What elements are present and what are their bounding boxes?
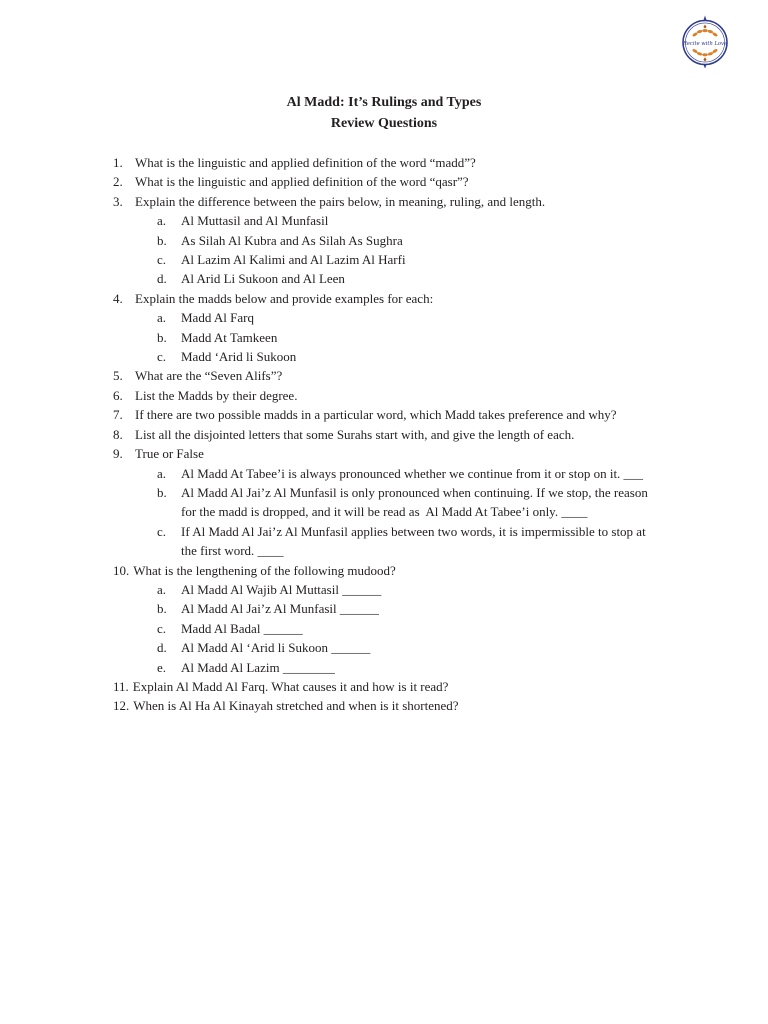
item-text: Madd Al Farq xyxy=(181,310,254,326)
question-9 xyxy=(113,444,648,463)
question-10-item-b xyxy=(113,599,648,618)
logo-lettering: Recite with Love xyxy=(682,41,728,48)
item-text: Al Arid Li Sukoon and Al Leen xyxy=(181,271,345,287)
item-text: Al Madd Al Lazim ________ xyxy=(181,659,335,675)
question-9-item-a xyxy=(113,464,648,483)
item-text: Madd At Tamkeen xyxy=(181,329,278,345)
item-letter: d. xyxy=(157,640,167,656)
question-text: List the Madds by their degree. xyxy=(135,387,298,403)
item-text: Al Lazim Al Kalimi and Al Lazim Al Harfi xyxy=(181,252,406,268)
question-10 xyxy=(113,561,648,580)
question-4-item-a xyxy=(113,308,648,327)
question-text: What is the linguistic and applied definition of the word “qasr”? xyxy=(135,174,469,190)
item-text: As Silah Al Kubra and As Silah As Sughra xyxy=(181,232,403,248)
question-3-item-d xyxy=(113,269,648,288)
question-text: True or False xyxy=(135,446,204,462)
item-text: Al Madd Al ‘Arid li Sukoon ______ xyxy=(181,640,371,656)
top-diamond xyxy=(703,25,706,29)
question-9-item-c xyxy=(113,522,648,561)
logo-bottom-ornament xyxy=(692,48,718,56)
question-8 xyxy=(113,425,648,444)
question-number: 1. xyxy=(113,155,123,170)
top-petal xyxy=(702,29,708,32)
question-3 xyxy=(113,192,648,211)
document-title: Al Madd: It’s Rulings and Types xyxy=(286,95,482,110)
question-11 xyxy=(113,677,648,696)
title-block xyxy=(0,92,768,134)
question-number: 12. xyxy=(113,698,130,714)
item-text-line: Al Madd Al Jai’z Al Munfasil is only pronounced when continuing. If we stop, the reason xyxy=(181,484,648,500)
question-text: If there are two possible madds in a particular word, which Madd takes preference and why? xyxy=(135,407,617,423)
item-letter: c. xyxy=(157,349,167,365)
question-number: 3. xyxy=(113,193,123,209)
document-subtitle: Review Questions xyxy=(330,116,438,131)
question-text: What is the lengthening of the following mudood? xyxy=(133,562,396,578)
item-letter: e. xyxy=(157,659,167,675)
question-number: 6. xyxy=(113,387,123,403)
question-number: 7. xyxy=(113,407,123,423)
question-text: What is the linguistic and applied definition of the word “madd”? xyxy=(135,155,476,170)
question-number: 11. xyxy=(113,678,129,694)
question-number: 8. xyxy=(113,426,123,442)
item-text-block xyxy=(181,522,646,561)
question-list xyxy=(113,153,648,716)
question-9-item-b xyxy=(113,483,648,522)
question-3-item-c xyxy=(113,250,648,269)
logo-top-ornament-detail xyxy=(703,25,706,29)
bottom-petal xyxy=(702,53,708,56)
question-text: Explain the madds below and provide examples for each: xyxy=(135,290,434,306)
item-text: Al Madd Al Jai’z Al Munfasil ______ xyxy=(181,601,379,617)
question-6 xyxy=(113,386,648,405)
question-1 xyxy=(113,153,648,172)
bottom-diamond xyxy=(703,57,706,61)
question-number: 4. xyxy=(113,290,123,306)
item-letter: a. xyxy=(157,310,167,326)
item-text: Al Muttasil and Al Munfasil xyxy=(181,213,329,229)
question-text: List all the disjointed letters that some Surahs start with, and give the length of each. xyxy=(135,426,575,442)
item-letter: c. xyxy=(157,523,167,539)
item-text-line: the first word. ____ xyxy=(181,543,284,559)
question-4-item-b xyxy=(113,328,648,347)
item-letter: b. xyxy=(157,232,167,248)
question-text: Explain the difference between the pairs below, in meaning, ruling, and length. xyxy=(135,193,546,209)
question-number: 10. xyxy=(113,562,130,578)
item-text: Madd Al Badal ______ xyxy=(181,620,303,636)
question-3-item-a xyxy=(113,211,648,230)
item-text-line: If Al Madd Al Jai’z Al Munfasil applies between two words, it is impermissible to stop at xyxy=(181,523,646,539)
question-number: 9. xyxy=(113,446,123,462)
item-letter: a. xyxy=(157,465,167,481)
item-letter: d. xyxy=(157,271,167,287)
item-text-line: for the madd is dropped, and it will be read as Al Madd At Tabee’i only. ____ xyxy=(181,504,588,520)
question-text: Explain Al Madd Al Farq. What causes it and how is it read? xyxy=(132,678,449,694)
question-text: What are the “Seven Alifs”? xyxy=(135,368,283,384)
item-letter: a. xyxy=(157,213,167,229)
question-7 xyxy=(113,405,648,424)
question-number: 5. xyxy=(113,368,123,384)
question-3-item-b xyxy=(113,231,648,250)
item-text: Al Madd At Tabee’i is always pronounced whether we continue from it or stop on it. ___ xyxy=(181,465,644,481)
item-text-block xyxy=(181,483,648,522)
question-10-item-e xyxy=(113,658,648,677)
item-letter: b. xyxy=(157,484,167,500)
item-letter: c. xyxy=(157,252,167,268)
item-letter: c. xyxy=(157,620,167,636)
question-text: When is Al Ha Al Kinayah stretched and when is it shortened? xyxy=(133,698,459,714)
question-4 xyxy=(113,289,648,308)
item-text: Madd ‘Arid li Sukoon xyxy=(181,349,297,365)
question-2 xyxy=(113,172,648,191)
recite-with-love-logo xyxy=(680,15,730,69)
question-10-item-a xyxy=(113,580,648,599)
logo-bottom-ornament-detail xyxy=(703,57,706,61)
item-letter: a. xyxy=(157,581,167,597)
question-number: 2. xyxy=(113,174,123,190)
item-letter: b. xyxy=(157,329,167,345)
item-text: Al Madd Al Wajib Al Muttasil ______ xyxy=(181,581,382,597)
question-10-item-d xyxy=(113,638,648,657)
question-5 xyxy=(113,366,648,385)
logo-top-ornament xyxy=(692,29,718,37)
question-4-item-c xyxy=(113,347,648,366)
question-12 xyxy=(113,696,648,715)
question-10-item-c xyxy=(113,619,648,638)
item-letter: b. xyxy=(157,601,167,617)
